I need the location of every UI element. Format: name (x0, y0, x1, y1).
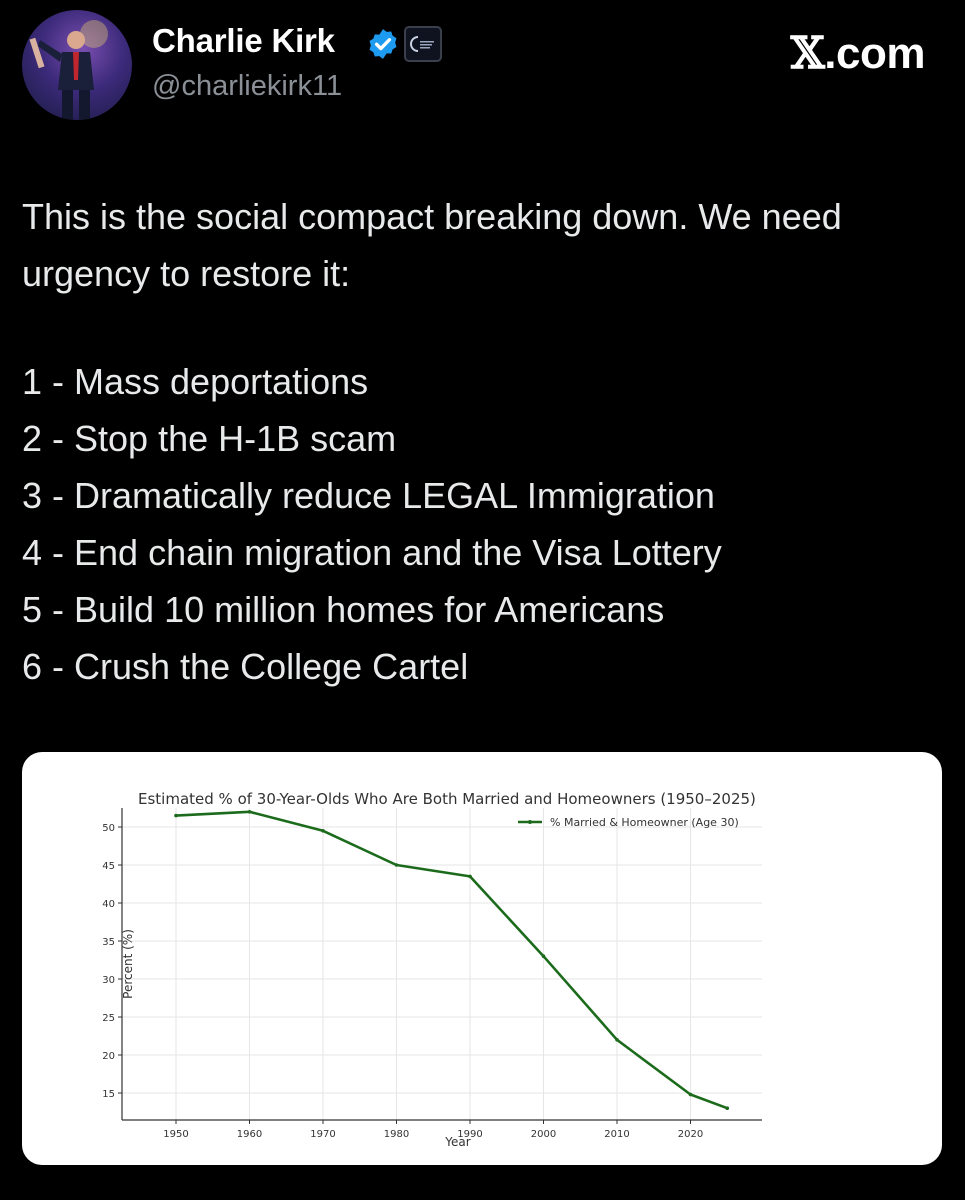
x-tick-label: 2020 (677, 1129, 704, 1140)
legend-label: % Married & Homeowner (Age 30) (550, 816, 739, 829)
x-tick-label: 2010 (604, 1129, 630, 1140)
legend-marker (528, 820, 532, 824)
y-tick-label: 30 (102, 975, 115, 986)
chart-title: Estimated % of 30-Year-Olds Who Are Both Married and Homeowners (1950–2025) (138, 790, 756, 808)
avatar-photo (22, 10, 132, 120)
data-point (725, 1106, 729, 1110)
tweet-list (22, 353, 942, 695)
x-tick-label: 2000 (530, 1129, 557, 1140)
tweet-text: This is the social compact breaking down. We need urgency to restore it: (22, 196, 842, 294)
y-axis-label: Percent (%) (121, 929, 135, 999)
tweet-media-image[interactable] (22, 752, 942, 1165)
y-tick-label: 15 (102, 1089, 115, 1100)
data-point (615, 1038, 619, 1042)
y-tick-label: 50 (102, 823, 115, 834)
avatar[interactable] (22, 10, 132, 120)
y-tick-label: 35 (102, 937, 115, 948)
chart-grid (122, 808, 762, 1120)
line-chart (22, 752, 942, 1165)
list-item: 6 - Crush the College Cartel (22, 646, 469, 687)
data-point (542, 954, 546, 958)
x-tick-label: 1960 (236, 1129, 263, 1140)
data-point (689, 1093, 693, 1097)
list-item: 3 - Dramatically reduce LEGAL Immigration (22, 475, 715, 516)
chart-ticks (102, 823, 703, 1140)
data-point (174, 814, 178, 818)
list-item: 1 - Mass deportations (22, 361, 369, 402)
data-point (395, 863, 399, 867)
site-brand-suffix: .com (824, 29, 925, 78)
x-axis-label: Year (445, 1135, 471, 1149)
x-tick-label: 1990 (457, 1129, 483, 1140)
x-logo-icon: 𝕏 (790, 28, 825, 79)
y-tick-label: 40 (102, 899, 115, 910)
chart-legend (518, 816, 739, 829)
y-tick-label: 25 (102, 1013, 115, 1024)
list-item: 5 - Build 10 million homes for Americans (22, 589, 665, 630)
list-item: 2 - Stop the H-1B scam (22, 418, 397, 459)
series-line (176, 812, 727, 1108)
chart-series (174, 810, 729, 1110)
author-handle[interactable]: @charliekirk11 (152, 70, 343, 102)
x-tick-label: 1970 (310, 1129, 336, 1140)
data-point (248, 810, 252, 814)
y-tick-label: 20 (102, 1051, 115, 1062)
site-brand (791, 28, 925, 79)
data-point (468, 875, 472, 879)
verified-badge-icon[interactable] (366, 27, 400, 61)
x-tick-label: 1950 (163, 1129, 189, 1140)
y-tick-label: 45 (102, 861, 115, 872)
data-point (321, 829, 325, 833)
x-tick-label: 1980 (383, 1129, 410, 1140)
author-display-name[interactable]: Charlie Kirk (152, 22, 335, 59)
affiliation-badge-icon[interactable] (404, 26, 442, 62)
list-item: 4 - End chain migration and the Visa Lottery (22, 532, 722, 573)
